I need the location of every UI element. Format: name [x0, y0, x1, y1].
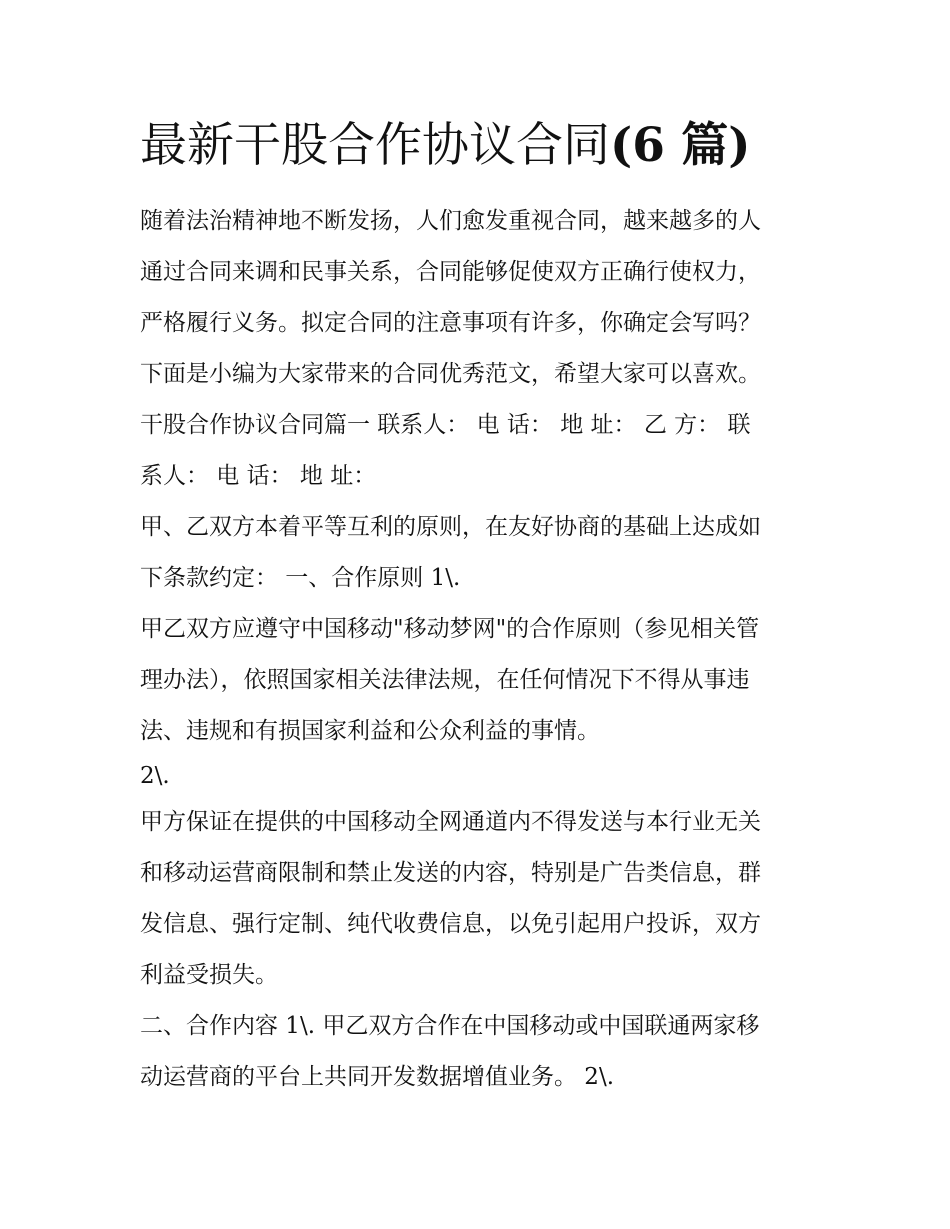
text-line-12: 2\.: [140, 763, 170, 789]
text-line-17: 二、合作内容 1\. 甲乙双方合作在中国移动或中国联通两家移: [140, 1013, 760, 1039]
text-line-4: 下面是小编为大家带来的合同优秀范文，希望大家可以喜欢。: [140, 361, 761, 387]
text-line-15: 发信息、强行定制、纯代收费信息，以免引起用户投诉，双方: [140, 911, 761, 937]
text-line-8: 下条款约定： 一、合作原则 1\.: [140, 565, 461, 591]
text-line-14: 和移动运营商限制和禁止发送的内容，特别是广告类信息，群: [140, 860, 761, 886]
text-line-10: 理办法），依照国家相关法律法规，在任何情况下不得从事违: [140, 667, 750, 693]
text-line-6: 系人： 电 话： 地 址：: [140, 463, 377, 489]
text-line-11: 法、违规和有损国家利益和公众利益的事情。: [140, 718, 600, 744]
text-line-3: 严格履行义务。拟定合同的注意事项有许多，你确定会写吗？: [140, 310, 761, 336]
text-line-18: 动运营商的平台上共同开发数据增值业务。 2\.: [140, 1064, 615, 1090]
text-line-5: 干股合作协议合同篇一 联系人： 电 话： 地 址： 乙 方： 联: [140, 412, 751, 438]
text-line-16: 利益受损失。: [140, 962, 278, 988]
title-count: (6 篇): [610, 118, 751, 173]
text-line-13: 甲方保证在提供的中国移动全网通道内不得发送与本行业无关: [140, 809, 761, 835]
title-main: 最新干股合作协议合同: [140, 118, 610, 173]
text-line-1: 随着法治精神地不断发扬，人们愈发重视合同，越来越多的人: [140, 208, 761, 234]
document-title: [140, 112, 840, 180]
text-line-2: 通过合同来调和民事关系，合同能够促使双方正确行使权力，: [140, 259, 761, 285]
text-line-9: 甲乙双方应遵守中国移动"移动梦网"的合作原则（参见相关管: [140, 616, 760, 642]
text-line-7: 甲、乙双方本着平等互利的原则，在友好协商的基础上达成如: [140, 514, 761, 540]
